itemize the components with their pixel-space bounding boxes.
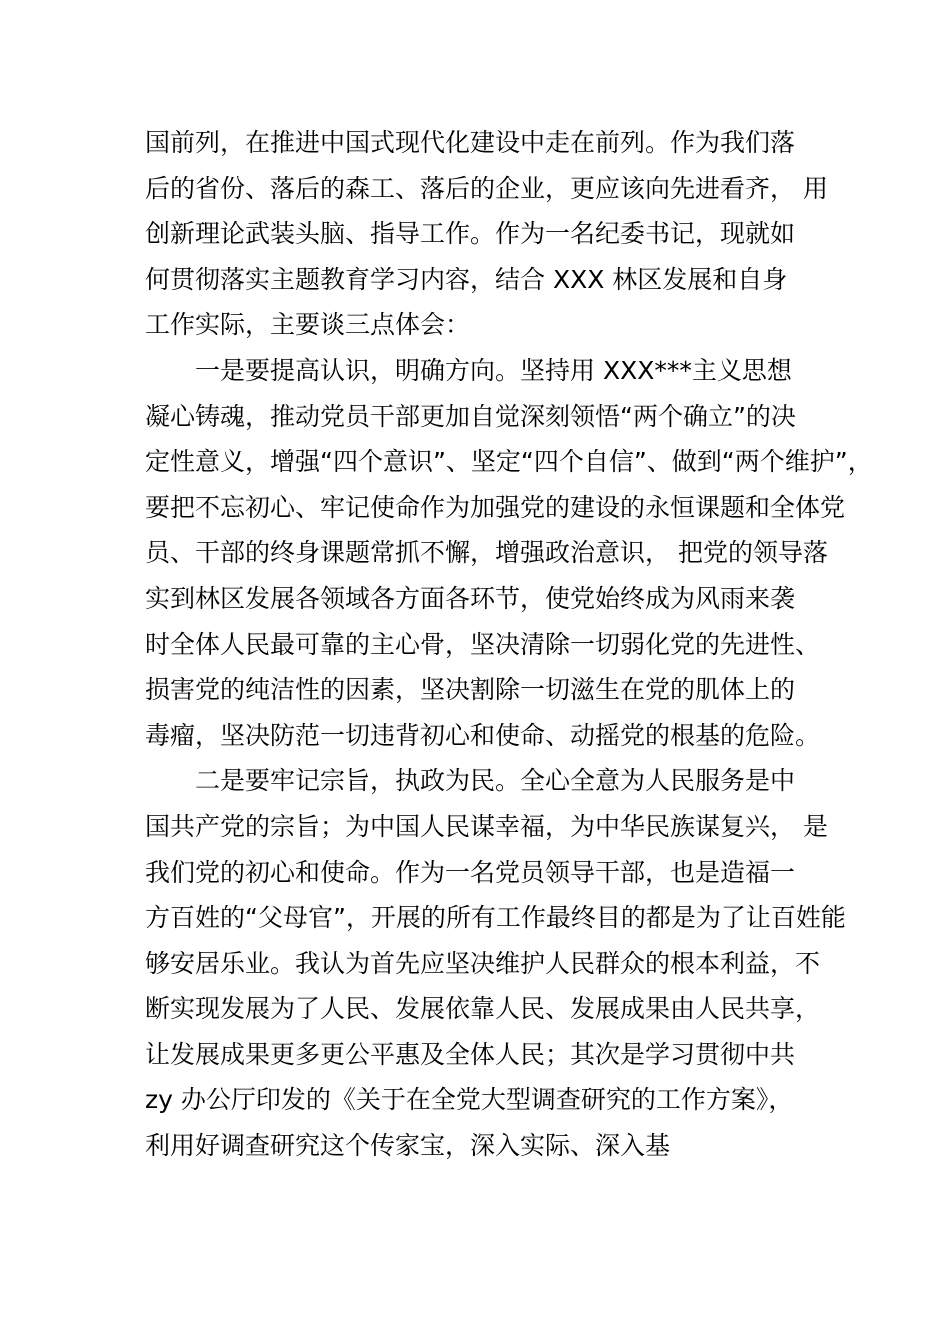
text-line: 我们党的初心和使命。作为一名党员领导干部，也是造福一 bbox=[145, 857, 796, 887]
text-line: 让发展成果更多更公平惠及全体人民；其次是学习贯彻中共 bbox=[145, 1039, 796, 1069]
text-line: 何贯彻落实主题教育学习内容，结合 XXX 林区发展和自身 bbox=[145, 264, 788, 294]
text-line: 国前列，在推进中国式现代化建设中走在前列。作为我们落 bbox=[145, 128, 796, 157]
text-line: 时全体人民最可靠的主心骨，坚决清除一切弱化党的先进性、 bbox=[145, 629, 821, 659]
text-line: 方百姓的“父母官”，开展的所有工作最终目的都是为了让百姓能 bbox=[145, 903, 846, 933]
text-line: 够安居乐业。我认为首先应坚决维护人民群众的根本利益，不 bbox=[145, 948, 821, 978]
text-line: 断实现发展为了人民、发展依靠人民、发展成果由人民共享， bbox=[145, 994, 821, 1024]
text-line: 要把不忘初心、牢记使命作为加强党的建设的永恒课题和全体党 bbox=[145, 492, 846, 522]
text-line: zy 办公厅印发的《关于在全党大型调查研究的工作方案》， bbox=[145, 1085, 794, 1115]
text-line: 实到林区发展各领域各方面各环节，使党始终成为风雨来袭 bbox=[145, 583, 796, 613]
paragraph-first-line: 二是要牢记宗旨，执政为民。全心全意为人民服务是中 bbox=[195, 766, 796, 796]
text-line: 毒瘤，坚决防范一切违背初心和使命、动摇党的根基的危险。 bbox=[145, 720, 821, 750]
text-line: 创新理论武装头脑、指导工作。作为一名纪委书记，现就如 bbox=[145, 219, 796, 249]
text-line: 后的省份、落后的森工、落后的企业，更应该向先进看齐， 用 bbox=[145, 173, 828, 203]
text-line: 利用好调查研究这个传家宝，深入实际、深入基 bbox=[145, 1131, 671, 1161]
text-line: 工作实际，主要谈三点体会： bbox=[145, 310, 471, 340]
text-line: 凝心铸魂，推动党员干部更加自觉深刻领悟“两个确立”的决 bbox=[145, 401, 796, 431]
body-text bbox=[145, 120, 873, 1169]
text-line: 损害党的纯洁性的因素，坚决割除一切滋生在党的肌体上的 bbox=[145, 675, 796, 705]
text-line: 员、干部的终身课题常抓不懈，增强政治意识， 把党的领导落 bbox=[145, 538, 828, 568]
paragraph-first-line: 一是要提高认识，明确方向。坚持用 XXX***主义思想 bbox=[195, 355, 792, 385]
text-line: 国共产党的宗旨；为中国人民谋幸福，为中华民族谋复兴， 是 bbox=[145, 811, 828, 841]
text-line: 定性意义，增强“四个意识”、坚定“四个自信”、做到“两个维护”， bbox=[145, 447, 873, 477]
